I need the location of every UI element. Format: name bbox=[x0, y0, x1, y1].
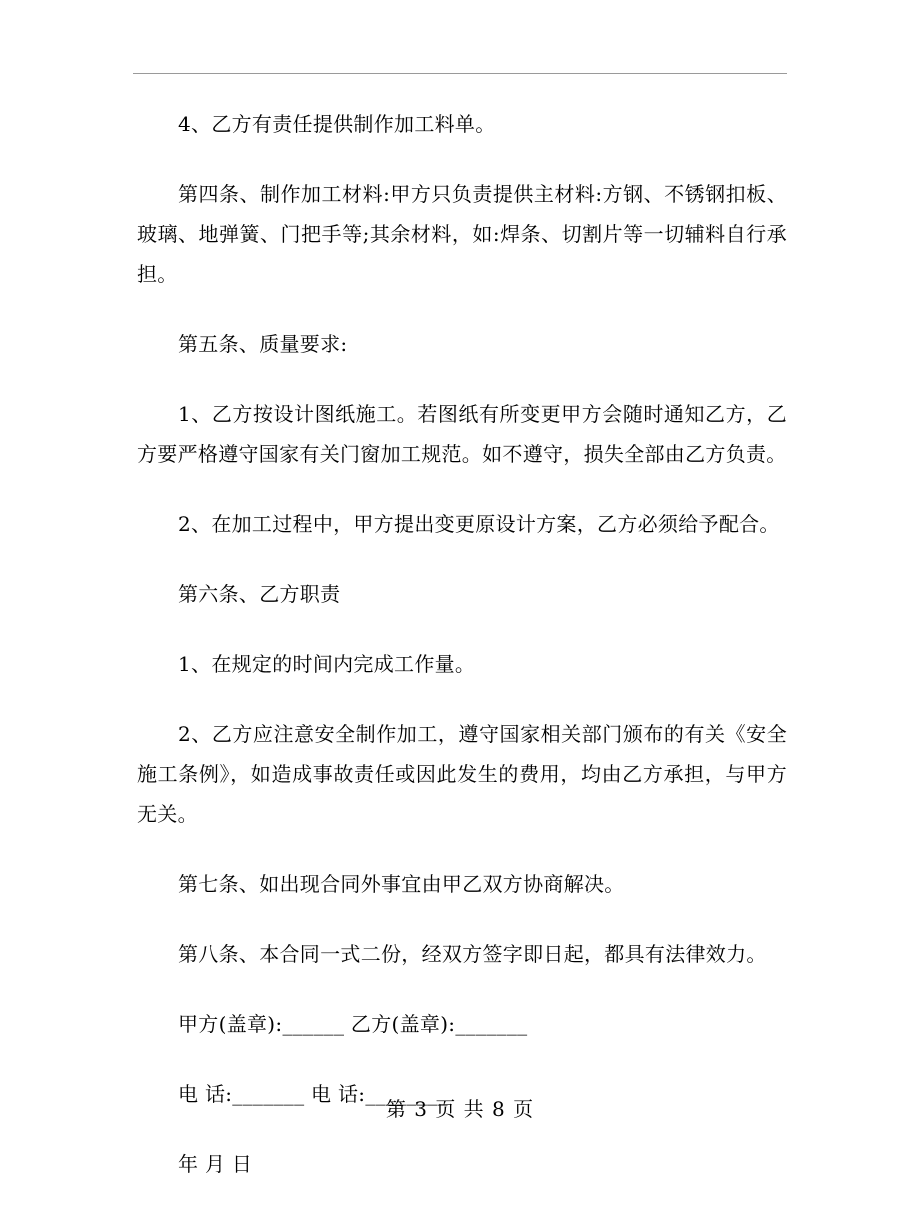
page-number: 第 3 页 共 8 页 bbox=[385, 1097, 535, 1121]
article-6-item-1: 1、在规定的时间内完成工作量。 bbox=[178, 652, 476, 676]
clause-item-4: 4、乙方有责任提供制作加工料单。 bbox=[178, 112, 496, 136]
date-line: 年 月 日 bbox=[178, 1152, 253, 1176]
article-6-item-2: 2、乙方应注意安全制作加工，遵守国家相关部门颁布的有关《安全施工条例》，如造成事故责任或因此发生的费用，均由乙方承担，与甲方无关。 bbox=[137, 722, 787, 826]
document-body bbox=[137, 104, 787, 1214]
article-7: 第七条、如出现合同外事宜由甲乙双方协商解决。 bbox=[178, 872, 625, 896]
article-5-item-2: 2、在加工过程中，甲方提出变更原设计方案，乙方必须给予配合。 bbox=[178, 512, 780, 536]
phone-line: 电 话:_______ 电 话:________ bbox=[178, 1082, 448, 1106]
article-8: 第八条、本合同一式二份，经双方签字即日起，都具有法律效力。 bbox=[178, 942, 767, 966]
article-4-materials: 第四条、制作加工材料:甲方只负责提供主材料:方钢、不锈钢扣板、玻璃、地弹簧、门把手等;其余材料，如:焊条、切割片等一切辅料自行承担。 bbox=[137, 182, 787, 286]
header-rule bbox=[133, 73, 787, 74]
signature-line: 甲方(盖章):______ 乙方(盖章):_______ bbox=[178, 1012, 528, 1036]
article-5-heading: 第五条、质量要求: bbox=[178, 332, 348, 356]
article-5-item-1: 1、乙方按设计图纸施工。若图纸有所变更甲方会随时通知乙方，乙方要严格遵守国家有关门窗加工规范。如不遵守，损失全部由乙方负责。 bbox=[137, 402, 787, 466]
article-6-heading: 第六条、乙方职责 bbox=[178, 582, 341, 606]
